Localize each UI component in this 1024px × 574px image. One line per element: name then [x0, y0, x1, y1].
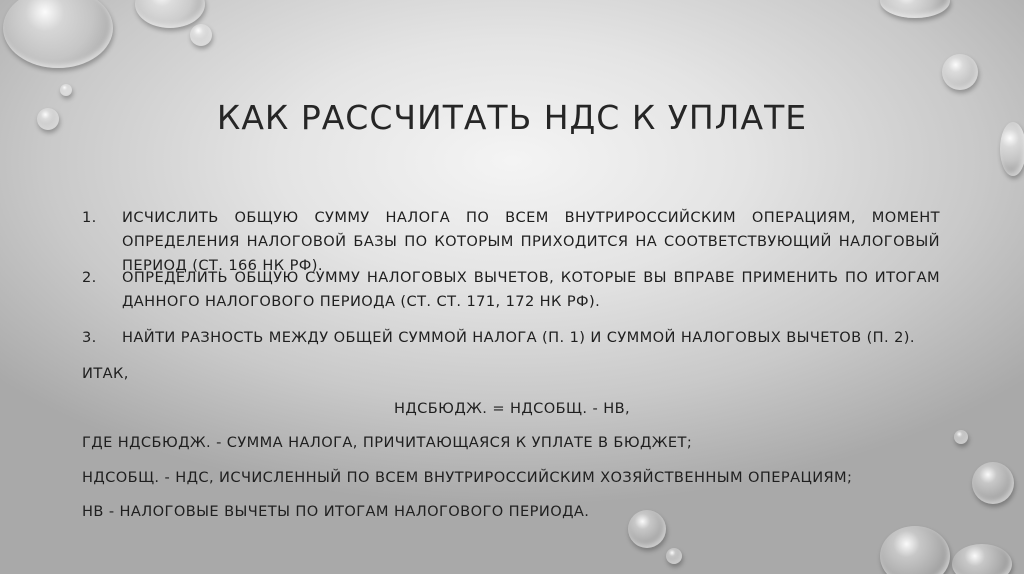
water-drop-decoration [3, 0, 113, 68]
list-item-text: ИСЧИСЛИТЬ ОБЩУЮ СУММУ НАЛОГА ПО ВСЕМ ВНУТРИРОССИЙСКИМ ОПЕРАЦИЯМ, МОМЕНТ ОПРЕДЕЛЕНИЯ НАЛОГОВОЙ БАЗЫ ПО КОТОРЫМ ПРИХОДИТСЯ НА СООТВЕТСТВУЮЩИЙ НАЛОГОВЫЙ ПЕРИОД (СТ. 166 НК РФ). [122, 209, 940, 274]
formula: НДСБЮДЖ. = НДСОБЩ. - НВ, [393, 400, 631, 417]
water-drop-decoration [880, 0, 950, 18]
water-drop-decoration [60, 84, 72, 96]
water-drop-decoration [190, 24, 212, 46]
definition-line: НДСОБЩ. - НДС, ИСЧИСЛЕННЫЙ ПО ВСЕМ ВНУТРИРОССИЙСКИМ ХОЗЯЙСТВЕННЫМ ОПЕРАЦИЯМ; [82, 469, 853, 486]
water-drop-decoration [954, 430, 968, 444]
water-drop-decoration [628, 510, 666, 548]
list-item [82, 326, 940, 350]
list-item [82, 266, 940, 314]
list-item-text: ОПРЕДЕЛИТЬ ОБЩУЮ СУММУ НАЛОГОВЫХ ВЫЧЕТОВ, КОТОРЫЕ ВЫ ВПРАВЕ ПРИМЕНИТЬ ПО ИТОГАМ ДАННОГО НАЛОГОВОГО ПЕРИОДА (СТ. СТ. 171, 172 НК РФ). [122, 269, 940, 310]
water-drop-decoration [880, 526, 950, 574]
water-drop-decoration [942, 54, 978, 90]
list-item-number: 3. [82, 329, 97, 346]
water-drop-decoration [952, 544, 1012, 574]
list-item-number: 2. [82, 269, 97, 286]
list-item-text: НАЙТИ РАЗНОСТЬ МЕЖДУ ОБЩЕЙ СУММОЙ НАЛОГА (П. 1) И СУММОЙ НАЛОГОВЫХ ВЫЧЕТОВ (П. 2). [122, 329, 915, 346]
itak-text: ИТАК, [82, 365, 129, 382]
water-drop-decoration [972, 462, 1014, 504]
water-drop-decoration [135, 0, 205, 28]
water-drop-decoration [666, 548, 682, 564]
list-item-number: 1. [82, 209, 97, 226]
slide-title: КАК РАССЧИТАТЬ НДС К УПЛАТЕ [216, 98, 808, 137]
definition-line: ГДЕ НДСБЮДЖ. - СУММА НАЛОГА, ПРИЧИТАЮЩАЯСЯ К УПЛАТЕ В БЮДЖЕТ; [82, 434, 693, 451]
definition-line: НВ - НАЛОГОВЫЕ ВЫЧЕТЫ ПО ИТОГАМ НАЛОГОВОГО ПЕРИОДА. [82, 503, 590, 520]
